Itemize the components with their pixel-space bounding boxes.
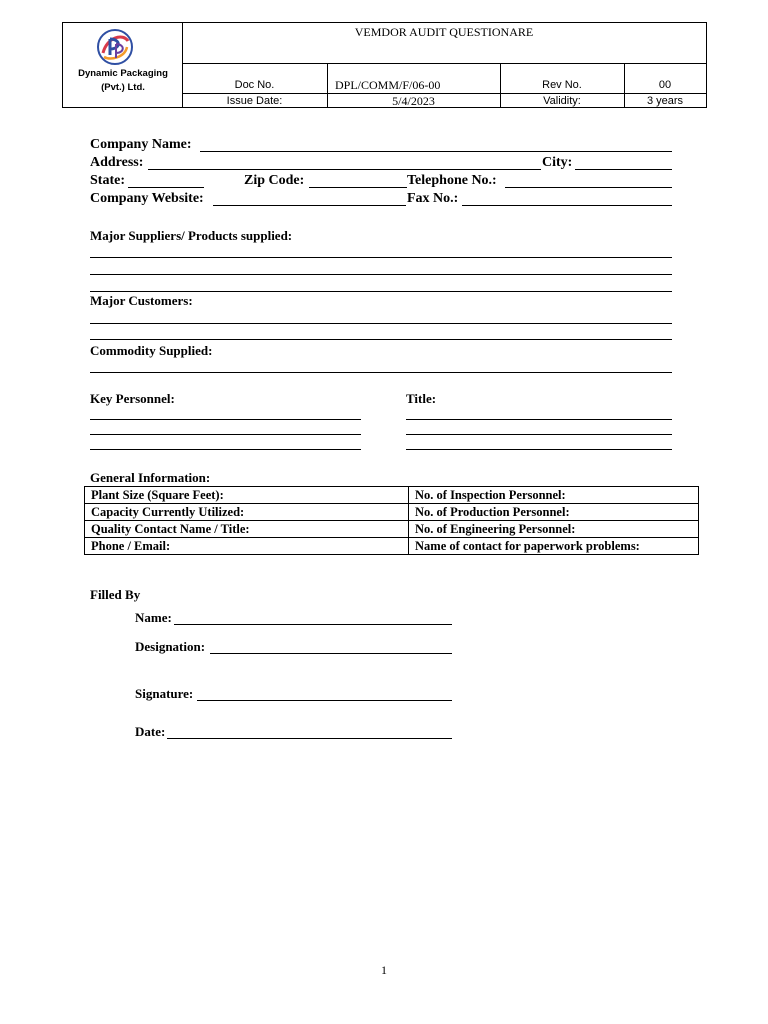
- zip-code-field[interactable]: [309, 187, 407, 188]
- fax-field[interactable]: [462, 205, 672, 206]
- table-cell[interactable]: Plant Size (Square Feet):: [85, 487, 409, 504]
- company-name-label: Company Name:: [90, 137, 192, 152]
- date-field[interactable]: [167, 738, 452, 739]
- table-cell[interactable]: Quality Contact Name / Title:: [85, 521, 409, 538]
- customers-line-2[interactable]: [90, 339, 672, 340]
- state-field[interactable]: [128, 187, 204, 188]
- major-suppliers-label: Major Suppliers/ Products supplied:: [90, 228, 293, 243]
- title-line-1[interactable]: [406, 419, 672, 420]
- form-title: VEMDOR AUDIT QUESTIONARE: [354, 25, 534, 39]
- name-label: Name:: [135, 610, 172, 625]
- address-field[interactable]: [148, 169, 541, 170]
- date-label: Date:: [135, 724, 166, 739]
- fax-label: Fax No.:: [407, 191, 459, 206]
- telephone-label: Telephone No.:: [407, 173, 497, 188]
- table-row: [85, 504, 699, 521]
- website-field[interactable]: [213, 205, 406, 206]
- signature-label: Signature:: [135, 686, 194, 701]
- address-label: Address:: [90, 155, 144, 170]
- key-personnel-label: Key Personnel:: [90, 391, 175, 406]
- designation-field[interactable]: [210, 653, 452, 654]
- table-cell[interactable]: Capacity Currently Utilized:: [85, 504, 409, 521]
- designation-label: Designation:: [135, 639, 206, 654]
- city-field[interactable]: [575, 169, 672, 170]
- personnel-line-2[interactable]: [90, 434, 361, 435]
- personnel-line-3[interactable]: [90, 449, 361, 450]
- personnel-line-1[interactable]: [90, 419, 361, 420]
- state-label: State:: [90, 173, 125, 188]
- table-row: [85, 487, 699, 504]
- page-number: 1: [381, 963, 387, 977]
- city-label: City:: [542, 155, 573, 170]
- title-label: Title:: [406, 391, 437, 406]
- website-label: Company Website:: [90, 191, 204, 206]
- suppliers-line-1[interactable]: [90, 257, 672, 258]
- customers-line-1[interactable]: [90, 323, 672, 324]
- table-cell[interactable]: No. of Inspection Personnel:: [409, 487, 699, 504]
- doc-no-label: Doc No.: [234, 79, 275, 91]
- commodity-line[interactable]: [90, 372, 672, 373]
- major-customers-label: Major Customers:: [90, 293, 193, 308]
- table-cell[interactable]: No. of Production Personnel:: [409, 504, 699, 521]
- company-logo-icon: [95, 27, 135, 67]
- doc-no-value: DPL/COMM/F/06-00: [335, 78, 441, 92]
- validity-value: 3 years: [646, 95, 684, 107]
- table-row: [85, 521, 699, 538]
- table-cell[interactable]: Name of contact for paperwork problems:: [409, 538, 699, 555]
- company-name-field[interactable]: [200, 151, 672, 152]
- general-information-label: General Information:: [90, 470, 211, 485]
- title-line-2[interactable]: [406, 434, 672, 435]
- document-header: [62, 22, 707, 108]
- rev-no-label: Rev No.: [542, 79, 582, 91]
- suppliers-line-3[interactable]: [90, 291, 672, 292]
- issue-date-label: Issue Date:: [226, 95, 283, 107]
- validity-label: Validity:: [543, 95, 581, 107]
- title-line-3[interactable]: [406, 449, 672, 450]
- telephone-field[interactable]: [505, 187, 672, 188]
- zip-code-label: Zip Code:: [244, 173, 305, 188]
- table-cell[interactable]: Phone / Email:: [85, 538, 409, 555]
- rev-no-value: 00: [658, 79, 672, 91]
- signature-field[interactable]: [197, 700, 452, 701]
- suppliers-line-2[interactable]: [90, 274, 672, 275]
- issue-date-value: 5/4/2023: [392, 94, 435, 108]
- table-row: [85, 538, 699, 555]
- filled-by-heading: Filled By: [90, 587, 141, 602]
- commodity-supplied-label: Commodity Supplied:: [90, 343, 213, 358]
- company-name: Dynamic Packaging (Pvt.) Ltd.: [78, 68, 168, 93]
- table-cell[interactable]: No. of Engineering Personnel:: [409, 521, 699, 538]
- general-information-table: [84, 486, 699, 555]
- name-field[interactable]: [174, 624, 452, 625]
